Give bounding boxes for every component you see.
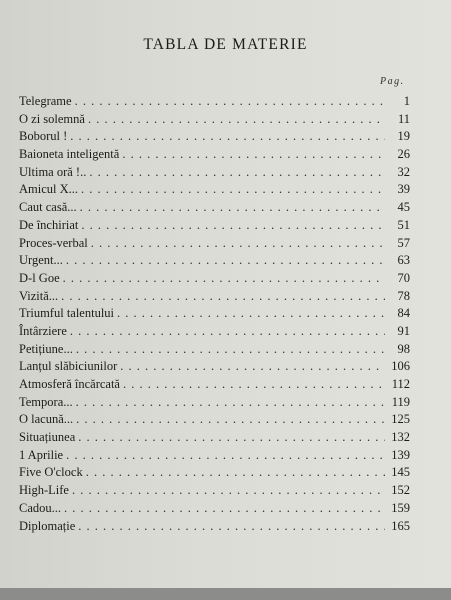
toc-entry [19, 93, 410, 111]
toc-entry-title: Lanțul slăbiciunilor [19, 359, 118, 374]
page-title: TABLA DE MATERIE [143, 36, 308, 53]
dot-leader [63, 270, 385, 288]
toc-entry-page-number: 70 [397, 270, 410, 285]
toc-entry-title: Tempora... [19, 394, 73, 409]
toc-entry-title: Petițiune... [19, 341, 73, 356]
toc-entry-page-number: 63 [397, 253, 410, 268]
toc-entry-page-number: 39 [397, 182, 410, 197]
dot-leader [64, 500, 385, 518]
toc-entry [19, 341, 410, 359]
toc-entry-page-number: 119 [391, 394, 410, 409]
toc-entry [19, 376, 410, 394]
toc-entry-title: Diplomație [19, 518, 76, 533]
toc-entry [19, 518, 410, 536]
dot-leader [122, 146, 385, 164]
dot-leader [123, 376, 385, 394]
dot-leader [89, 164, 385, 182]
toc-entry-title: O lacună... [19, 412, 74, 427]
toc-entry [19, 394, 410, 412]
toc-entry [19, 464, 410, 482]
toc-entry-page-number: 112 [391, 377, 410, 391]
toc-entry-title: D-l Goe [19, 270, 60, 285]
toc-entry [19, 181, 410, 199]
dot-leader [66, 447, 385, 465]
toc-entry-title: Amicul X... [19, 182, 79, 197]
toc-entry-title: 1 Aprilie [19, 447, 64, 462]
toc-entry [19, 252, 410, 270]
dot-leader [70, 323, 385, 341]
toc-entry [19, 500, 410, 518]
dot-leader [61, 288, 385, 306]
page-bottom-edge [0, 588, 451, 600]
dot-leader [76, 341, 385, 359]
toc-entry-page-number: 152 [391, 483, 410, 498]
dot-leader [81, 181, 385, 199]
page-column-label: Pag. [380, 76, 405, 87]
toc-entry-title: Ultima oră !.. [19, 164, 87, 179]
toc-entry-page-number: 139 [391, 447, 410, 462]
dot-leader [80, 199, 385, 217]
toc-entry [19, 111, 410, 129]
toc-entry-page-number: 11 [397, 111, 410, 126]
toc-entry-title: Situațiunea [19, 430, 76, 445]
toc-entry [19, 199, 410, 217]
dot-leader [88, 111, 385, 129]
toc-entry [19, 146, 410, 164]
dot-leader [78, 429, 385, 447]
dot-leader [72, 482, 385, 500]
toc-entry [19, 305, 410, 323]
dot-leader [81, 217, 385, 235]
toc-entry-title: Cadou... [19, 500, 62, 515]
dot-leader [75, 93, 385, 111]
toc-entry [19, 128, 410, 146]
toc-entry [19, 235, 410, 253]
toc-entry-title: De închiriat [19, 217, 79, 232]
toc-entry [19, 447, 410, 465]
toc-entry-page-number: 57 [397, 235, 410, 250]
toc-entry-page-number: 125 [391, 412, 410, 427]
toc-entry-title: Telegrame [19, 94, 72, 108]
toc-entry-title: Triumful talentului [19, 306, 115, 321]
toc-entry-title: Urgent... [19, 253, 63, 268]
toc-entry-page-number: 19 [397, 129, 410, 144]
toc-entry [19, 270, 410, 288]
toc-entry-page-number: 98 [397, 341, 410, 356]
dot-leader [76, 394, 385, 412]
toc-entry-title: Întârziere [19, 323, 67, 338]
toc-entry-page-number: 165 [391, 518, 410, 533]
toc-entry [19, 358, 410, 376]
toc-entry-title: Atmosferă încărcată [19, 377, 120, 391]
dot-leader [78, 518, 385, 536]
toc-entry [19, 217, 410, 235]
toc-entry [19, 411, 410, 429]
toc-entry-page-number: 106 [391, 359, 410, 374]
dot-leader [117, 305, 385, 323]
toc-entry-title: High-Life [19, 483, 69, 498]
dot-leader [120, 358, 385, 376]
toc-entry [19, 323, 410, 341]
toc-entry-page-number: 159 [391, 500, 410, 515]
toc-entry [19, 164, 410, 182]
toc-entry-page-number: 91 [397, 323, 410, 338]
toc-entry-title: Boborul ! [19, 129, 68, 144]
toc-entry-page-number: 45 [397, 200, 410, 215]
toc-entry [19, 482, 410, 500]
toc-entry-page-number: 132 [391, 430, 410, 445]
dot-leader [76, 411, 385, 429]
dot-leader [66, 252, 385, 270]
toc-entry-page-number: 145 [391, 465, 410, 480]
toc-entry-title: Proces-verbal [19, 235, 88, 250]
toc-entry-page-number: 51 [397, 217, 410, 232]
toc-entry [19, 429, 410, 447]
toc-entry-page-number: 32 [397, 164, 410, 179]
toc-entry-title: Five O'clock [19, 465, 83, 480]
toc-entry-page-number: 26 [397, 147, 410, 162]
dot-leader [70, 128, 385, 146]
dot-leader [86, 464, 385, 482]
toc-entry-title: Vizită... [19, 288, 59, 303]
toc-entry-page-number: 1 [403, 94, 410, 108]
toc-entry-page-number: 78 [397, 288, 410, 303]
toc-entry-page-number: 84 [397, 306, 410, 321]
toc-entry-title: Baioneta inteligentă [19, 147, 120, 162]
table-of-contents [19, 93, 410, 535]
dot-leader [91, 235, 385, 253]
toc-entry [19, 288, 410, 306]
toc-entry-title: Caut casă... [19, 200, 77, 215]
toc-entry-title: O zi solemnă [19, 111, 85, 126]
